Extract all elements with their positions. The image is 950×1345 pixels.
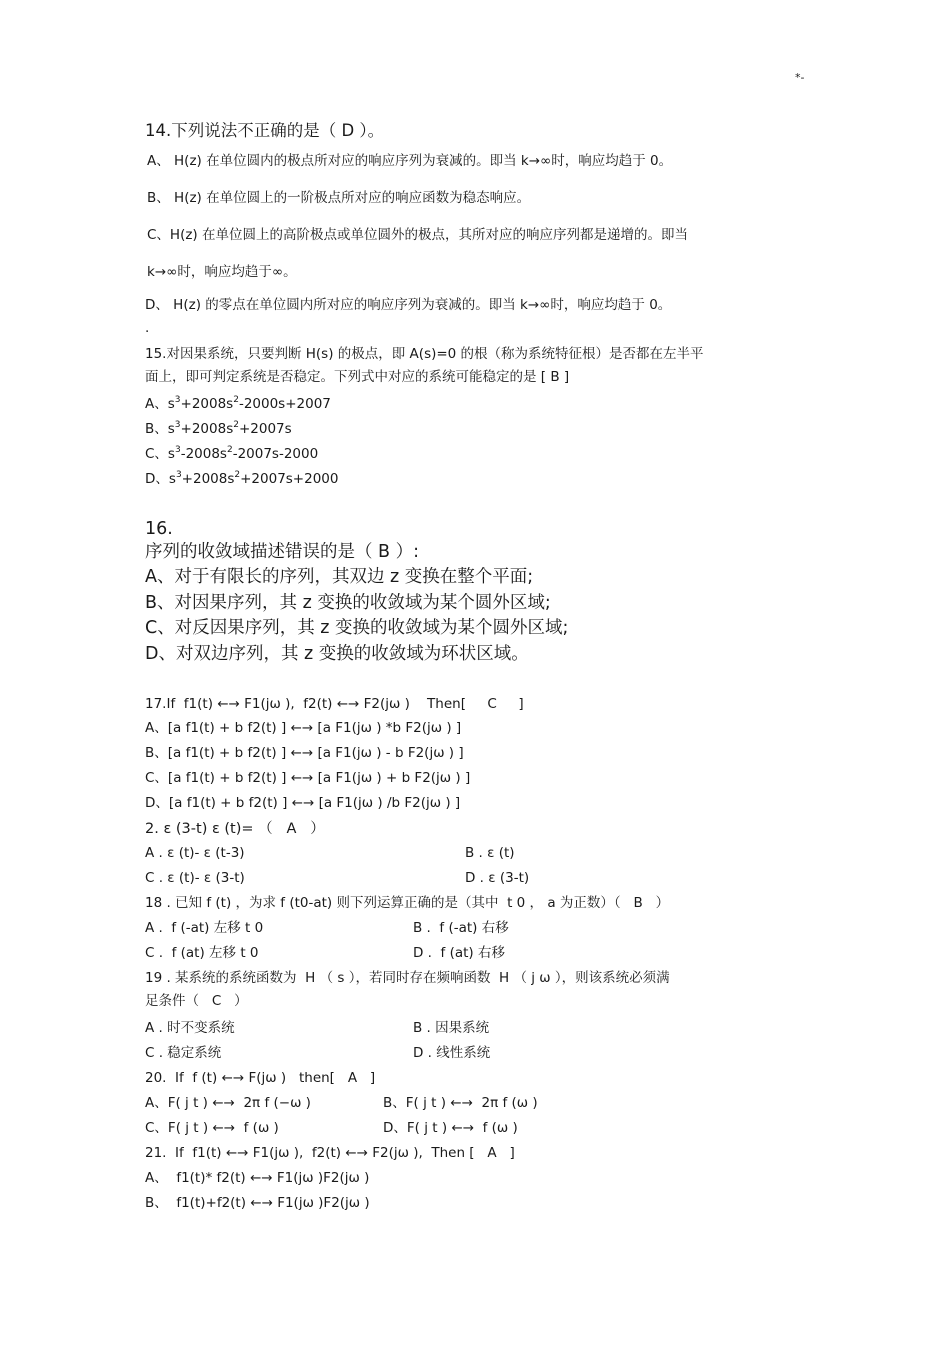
option-c: C、$s^3-2008s^2-2007s-2000$ xyxy=(145,445,319,462)
option-b: B、对因果序列，其 z 变换的收敛域为某个圆外区域; xyxy=(145,593,551,613)
option-d: D . 线性系统 xyxy=(413,1045,491,1061)
option-b: B . 因果系统 xyxy=(413,1020,490,1036)
option-c: C、F( j t ) ←→ f (ω ) xyxy=(145,1120,279,1136)
question-stem: 21. If f1(t) ←→ F1(jω ), f2(t) ←→ F2(jω ), Then [ A ] xyxy=(145,1145,515,1161)
option-b: B、[a f1(t) + b f2(t) ] ←→ [a F1(jω ) - b F2(jω ) ] xyxy=(145,745,464,761)
option-d: D . ε (3-t) xyxy=(465,870,530,886)
option-a: A . ε (t)- ε (t-3) xyxy=(145,845,245,861)
option-d: D、[a f1(t) + b f2(t) ] ←→ [a F1(jω ) /b F2(jω ) ] xyxy=(145,795,461,811)
option-b: B . ε (t) xyxy=(465,845,515,861)
option-c-continued: k→∞时，响应均趋于∞。 xyxy=(147,264,297,280)
option-d: D . f (at) 右移 xyxy=(413,945,505,961)
option-d: D、 H(z) 的零点在单位圆内所对应的响应序列为衰减的。即当 k→∞时，响应均趋于 0。 xyxy=(145,297,672,313)
question-stem: 14.下列说法不正确的是（ D ）。 xyxy=(145,121,385,140)
option-a: A、对于有限长的序列，其双边 z 变换在整个平面; xyxy=(145,567,534,587)
option-a: A、F( j t ) ←→ 2π f (−ω ) xyxy=(145,1095,311,1111)
option-c: C、对反因果序列，其 z 变换的收敛域为某个圆外区域; xyxy=(145,618,569,638)
header-mark: *- xyxy=(795,71,805,84)
option-d: D、$s^3+2008s^2+2007s+2000$ xyxy=(145,470,339,487)
question-stem-continued: 面上，即可判定系统是否稳定。下列式中对应的系统可能稳定的是 [ B ] xyxy=(145,369,570,385)
question-stem: 序列的收敛域描述错误的是（ B ）: xyxy=(145,542,420,562)
option-a: A、 H(z) 在单位圆内的极点所对应的响应序列为衰减的。即当 k→∞时，响应均趋于 0。 xyxy=(147,153,673,169)
option-a: A、[a f1(t) + b f2(t) ] ←→ [a F1(jω ) *b F2(jω ) ] xyxy=(145,720,462,736)
option-a: A . 时不变系统 xyxy=(145,1020,235,1036)
option-d: D、F( j t ) ←→ f (ω ) xyxy=(383,1120,518,1136)
option-c: C、H(z) 在单位圆上的高阶极点或单位圆外的极点，其所对应的响应序列都是递增的。即当 xyxy=(147,227,688,243)
option-c: C、[a f1(t) + b f2(t) ] ←→ [a F1(jω ) + b F2(jω ) ] xyxy=(145,770,471,786)
option-b: B . f (-at) 右移 xyxy=(413,920,509,936)
question-stem: 17.If f1(t) ←→ F1(jω ), f2(t) ←→ F2(jω ) Then[ C ] xyxy=(145,696,524,712)
option-c: C . 稳定系统 xyxy=(145,1045,222,1061)
dot-mark: . xyxy=(145,320,150,336)
option-d: D、对双边序列，其 z 变换的收敛域为环状区域。 xyxy=(145,644,529,664)
question-stem: 15.对因果系统，只要判断 H(s) 的极点，即 A(s)=0 的根（称为系统特征根）是否都在左半平 xyxy=(145,346,704,362)
option-a: A、 f1(t)* f2(t) ←→ F1(jω )F2(jω ) xyxy=(145,1170,370,1186)
option-a: A . f (-at) 左移 t 0 xyxy=(145,920,264,936)
question-number: 16. xyxy=(145,519,173,539)
option-a: A、$s^3+2008s^2-2000s+2007$ xyxy=(145,395,331,412)
question-stem: 18 . 已知 f (t) ，为求 f (t0-at) 则下列运算正确的是（其中 t 0 ， a 为正数）（ B ） xyxy=(145,895,670,911)
question-stem: 2. ε (3-t) ε (t)= （ A ） xyxy=(145,821,325,837)
option-b: B、 H(z) 在单位圆上的一阶极点所对应的响应函数为稳态响应。 xyxy=(147,190,531,206)
question-stem-continued: 足条件（ C ） xyxy=(145,993,248,1009)
question-stem: 20. If f (t) ←→ F(jω ) then[ A ] xyxy=(145,1070,376,1086)
question-stem: 19 . 某系统的系统函数为 H （ s ），若同时存在频响函数 H （ j ω ），则该系统必须满 xyxy=(145,970,670,986)
option-b: B、$s^3+2008s^2+2007s$ xyxy=(145,420,292,437)
option-b: B、 f1(t)+f2(t) ←→ F1(jω )F2(jω ) xyxy=(145,1195,370,1211)
option-b: B、F( j t ) ←→ 2π f (ω ) xyxy=(383,1095,538,1111)
option-c: C . ε (t)- ε (3-t) xyxy=(145,870,245,886)
option-c: C . f (at) 左移 t 0 xyxy=(145,945,259,961)
